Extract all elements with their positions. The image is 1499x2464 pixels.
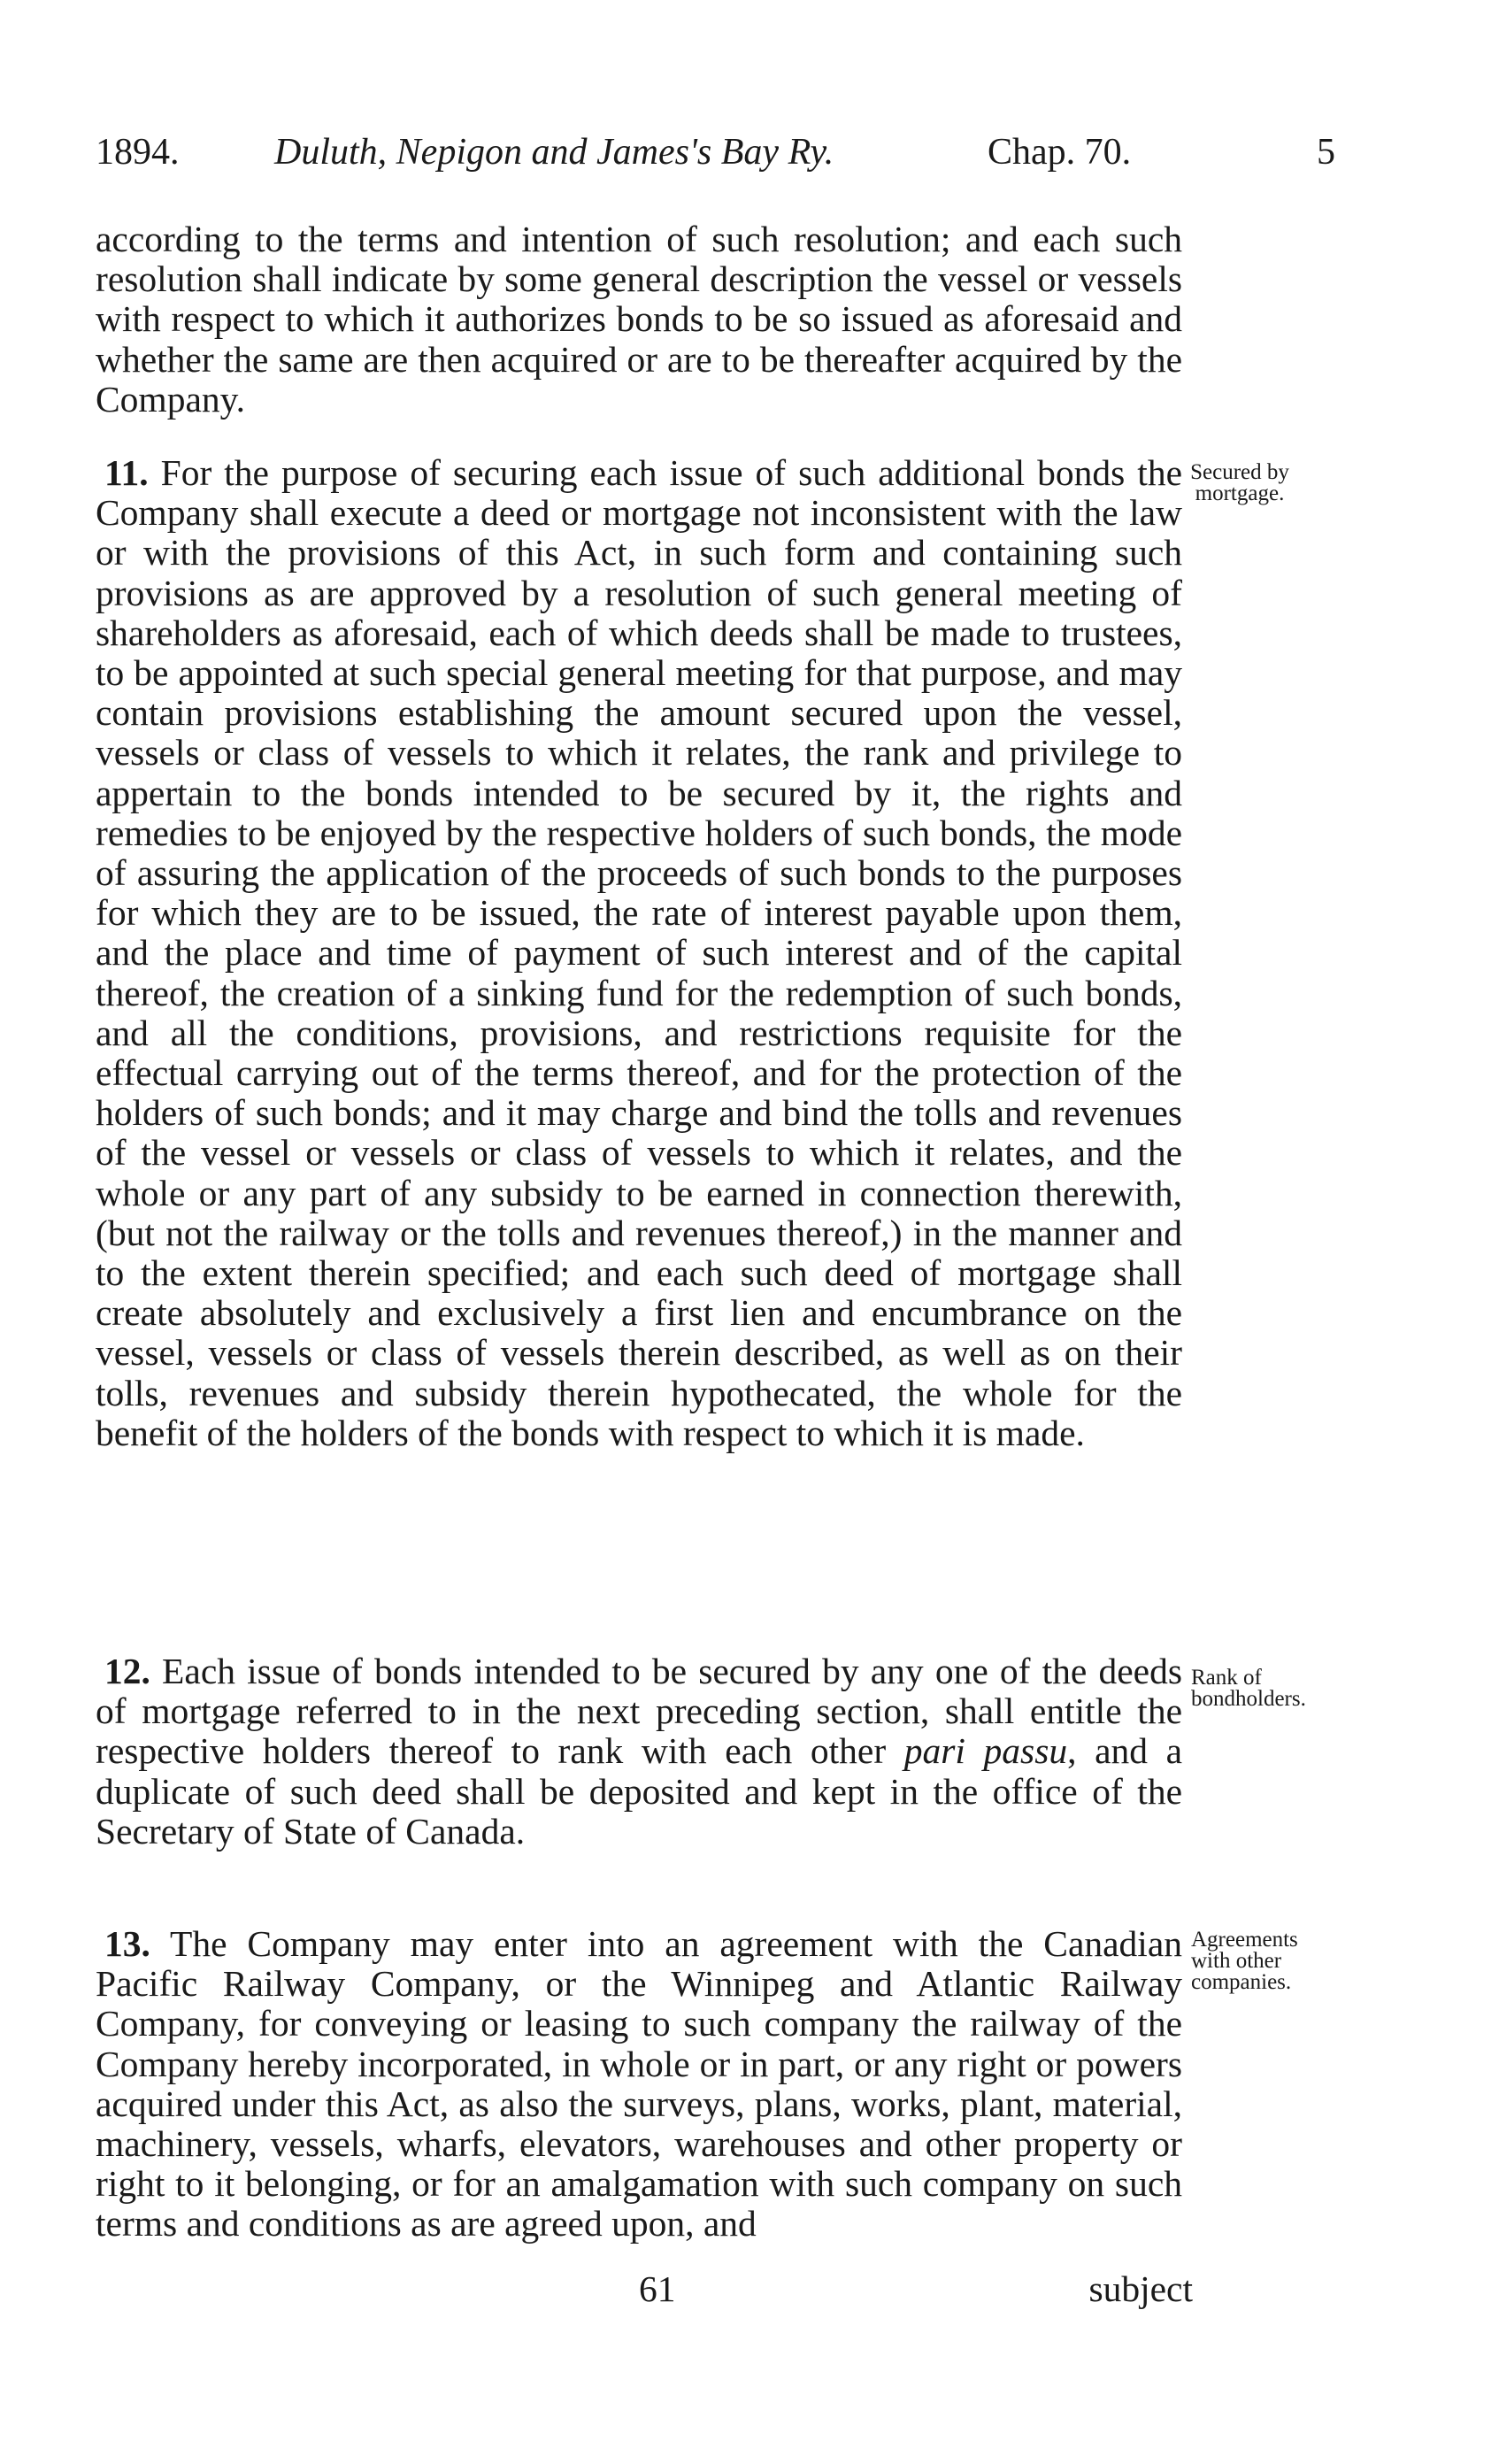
section-12-paragraph (96, 1652, 1182, 1852)
section-12 (96, 1652, 1182, 1852)
margin-note-agreements: Agreements with other companies. (1191, 1928, 1298, 1994)
section-13-number: 13. (104, 1923, 150, 1964)
section-11-text: For the purpose of securing each issue of such additional bonds the Company shall execute a deed or mortgage not inconsistent with the law or with the provisions of this Act, in such form and containing such provisions as are approved by a resolution of such general meeting of shareholders as aforesaid, each of which deeds shall be made to trustees, to be appointed at such special general meeting for that purpose, and may contain provisions establishing the amount secured upon the vessel, vessels or class of vessels to which it relates, the rank and privilege to appertain to the bonds intended to be secured by it, the rights and remedies to be enjoyed by the respective holders of such bonds, the mode of assuring the application of the proceeds of such bonds to the purposes for which they are to be issued, the rate of interest payable upon them, and the place and time of payment of such interest and of the capital thereof, the creation of a sinking fund for the redemption of such bonds, and all the conditions, provisions, and restrictions requisite for the effectual carrying out of the terms thereof, and for the protection of the holders of such bonds; and it may charge and bind the tolls and revenues of the vessel or vessels or class of vessels to which it relates, and the whole or any part of any subsidy to be earned in connection therewith, (but not the railway or the tolls and revenues thereof,) in the manner and to the extent therein specified; and each such deed of mortgage shall create absolutely and exclusively a first lien and encumbrance on the vessel, vessels or class of vessels therein described, as well as on their tolls, revenues and subsidy therein hypothecated, the whole for the benefit of the holders of the bonds with respect to which it is made. (96, 452, 1183, 1453)
section-12-italic: pari passu (903, 1730, 1068, 1772)
margin-note-secured-by-mortgage: Secured by mortgage. (1190, 460, 1289, 505)
section-13-paragraph (96, 1924, 1182, 2245)
header-year: 1894. (96, 132, 180, 173)
page-footer (96, 2268, 1193, 2310)
section-12-text-after: , and a duplicate of such deed shall be deposited and kept in the office of the Secretary of State of Canada. (96, 1730, 1183, 1852)
margin-note-rank-of-bondholders: Rank of bondholders. (1191, 1666, 1306, 1711)
section-11-paragraph (96, 453, 1182, 1453)
section-12-text-before: Each issue of bonds intended to be secured by any one of the deeds of mortgage referred to in the next preceding section, shall entitle the respective holders thereof to rank with each other (96, 1651, 1183, 1772)
page-number: 5 (1317, 132, 1335, 173)
running-header (96, 131, 1335, 184)
header-title: Duluth, Nepigon and James's Bay Ry. (274, 132, 834, 173)
catchword: subject (1088, 2268, 1193, 2309)
section-11-number: 11. (104, 452, 149, 493)
section-12-number: 12. (104, 1651, 150, 1691)
section-11 (96, 453, 1182, 1453)
signature-mark: 61 (639, 2268, 676, 2309)
paragraph-text: according to the terms and intention of such resolution; and each such resolution shall indicate by some general description the vessel or vessels with respect to which it authorizes bonds to be so issued as aforesaid and whether the same are then acquired or are to be thereafter acquired by the Company. (96, 219, 1182, 420)
header-chapter: Chap. 70. (988, 132, 1132, 173)
continued-paragraph (96, 219, 1182, 420)
section-13 (96, 1924, 1182, 2245)
section-13-text: The Company may enter into an agreement with the Canadian Pacific Railway Company, or the Winnipeg and Atlantic Railway Company, for conveying or leasing to such company the railway of the Company hereby incorporated, in whole or in part, or any right or powers acquired under this Act, as also the surveys, plans, works, plant, material, machinery, vessels, wharfs, elevators, warehouses and other property or right to it belonging, or for an amalgamation with such company on such terms and conditions as are agreed upon, and (96, 1923, 1182, 2245)
